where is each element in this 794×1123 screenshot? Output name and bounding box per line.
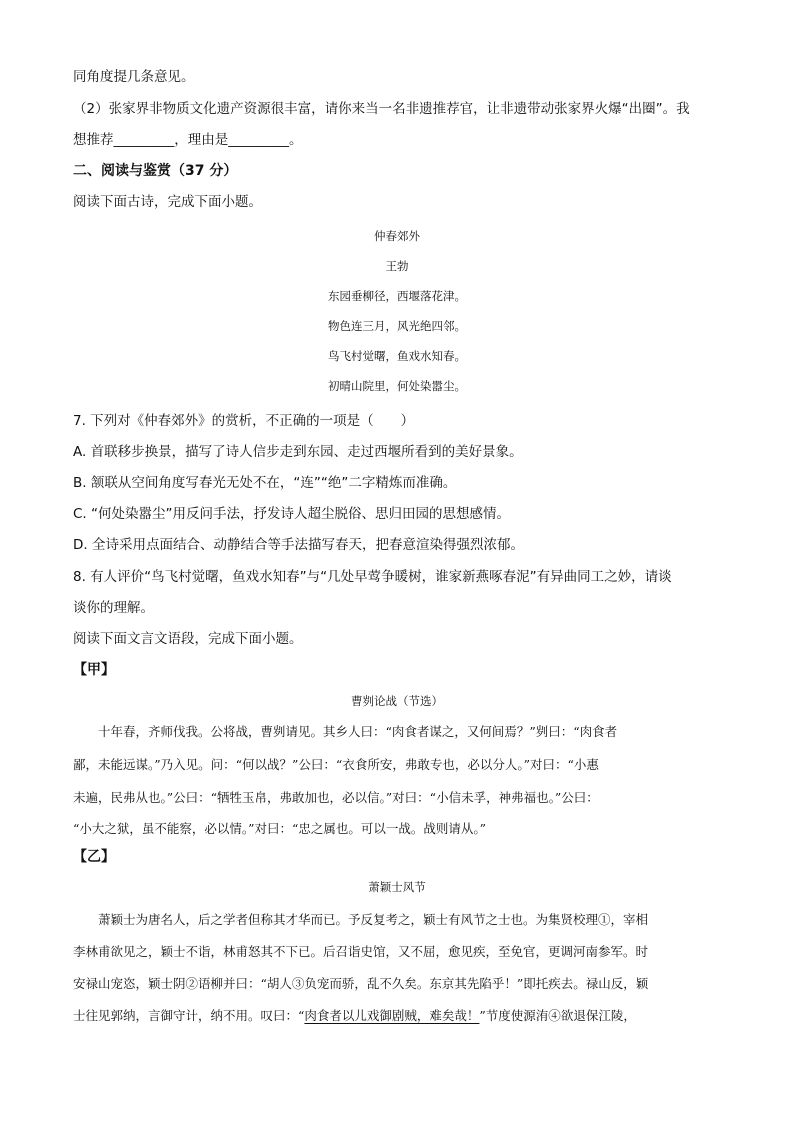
passage-label-yi: 【乙】 (73, 849, 115, 865)
passage-title: 萧颖士风节 (368, 880, 426, 894)
option-d[interactable]: D. 全诗采用点面结合、动静结合等手法描写春天，把春意渲染得强烈浓郁。 (73, 537, 524, 553)
question-8-line: 谈你的理解。 (73, 600, 154, 616)
passage-line: 十年春，齐师伐我。公将战，曹刿请见。其乡人曰：“肉食者谋之，又何间焉？”刿曰：“肉食者 (73, 724, 618, 739)
poem-line: 鸟飞村觉曙，鱼戏水知春。 (328, 349, 466, 363)
option-a[interactable]: A. 首联移步换景，描写了诗人信步走到东园、走过西堰所看到的美好景象。 (73, 444, 523, 460)
text-fragment: 。 (289, 132, 303, 148)
text-fragment: ，理由是 (174, 132, 229, 148)
answer-line (73, 131, 303, 149)
passage-label-jia: 【甲】 (73, 662, 115, 678)
fill-blank[interactable]: _________ (113, 132, 175, 148)
poem-title: 仲春郊外 (374, 229, 420, 243)
text-fragment: 想推荐 (73, 132, 114, 148)
instruction: 阅读下面文言文语段，完成下面小题。 (73, 631, 303, 647)
passage-line: 鄙，未能远谋。”乃入见。问：“何以战？”公曰：“衣食所安，弗敢专也，必以分人。”对曰：“小惠 (73, 757, 599, 772)
option-b[interactable]: B. 颔联从空间角度写春光无处不在，“连”“绝”二字精炼而准确。 (73, 475, 457, 491)
passage-line: “小大之狱，虽不能察，必以情。”对曰：“忠之属也。可以一战。战则请从。” (73, 821, 487, 836)
instruction: 阅读下面古诗，完成下面小题。 (73, 194, 262, 210)
text-fragment: 士往见郭纳，言御守计，纳不用。叹曰：“ (73, 1008, 305, 1023)
poem-line: 初晴山院里，何处染嚣尘。 (328, 379, 466, 393)
question-7-stem: 7. 下列对《仲春郊外》的赏析，不正确的一项是（ ） (73, 413, 415, 429)
section-heading: 二、阅读与鉴赏（37 分） (73, 163, 238, 179)
poem-author: 王勃 (385, 259, 409, 273)
text-line: 同角度提几条意见。 (73, 69, 195, 85)
passage-line: 萧颖士为唐名人，后之学者但称其才华而已。予反复考之，颖士有风节之士也。为集贤校理①，宰相 (73, 912, 649, 927)
passage-title: 曹刿论战（节选） (351, 694, 443, 708)
poem-line: 物色连三月，风光绝四邻。 (328, 319, 466, 333)
option-c[interactable]: C. “何处染嚣尘”用反问手法，抒发诗人超尘脱俗、思归田园的思想感情。 (73, 506, 510, 522)
passage-line: 未遍，民弗从也。”公曰：“牺牲玉帛，弗敢加也，必以信。”对曰：“小信未孚，神弗福也。”公曰： (73, 790, 599, 805)
passage-line (73, 1007, 721, 1025)
question-2-line: （2）张家界非物质文化遗产资源很丰富，请你来当一名非遗推荐官，让非遗带动张家界火爆“出圈”。我 (73, 101, 690, 117)
question-8-line: 8. 有人评价“鸟飞村觉曙，鱼戏水知春”与“几处早莺争暖树，谁家新燕啄春泥”有异曲同工之妙，请谈 (73, 569, 672, 585)
text-fragment: ”节度使源洧④欲退保江陵， (479, 1008, 636, 1023)
passage-line: 李林甫欲见之，颖士不诣，林甫怒其不下已。后召诣史馆，又不屈，愈见疾，至免官，更调河南参军。时 (73, 944, 649, 959)
underlined-sentence: 肉食者以儿戏御剧贼，难矣哉！ (304, 1008, 480, 1023)
passage-line: 安禄山宠恣，颖士阴②语柳并曰：“胡人③负宠而骄，乱不久矣。东京其先陷乎！”即托疾去。禄山反，颖 (73, 976, 649, 991)
fill-blank[interactable]: _________ (228, 132, 289, 148)
poem-line: 东园垂柳径，西堰落花津。 (328, 289, 466, 303)
